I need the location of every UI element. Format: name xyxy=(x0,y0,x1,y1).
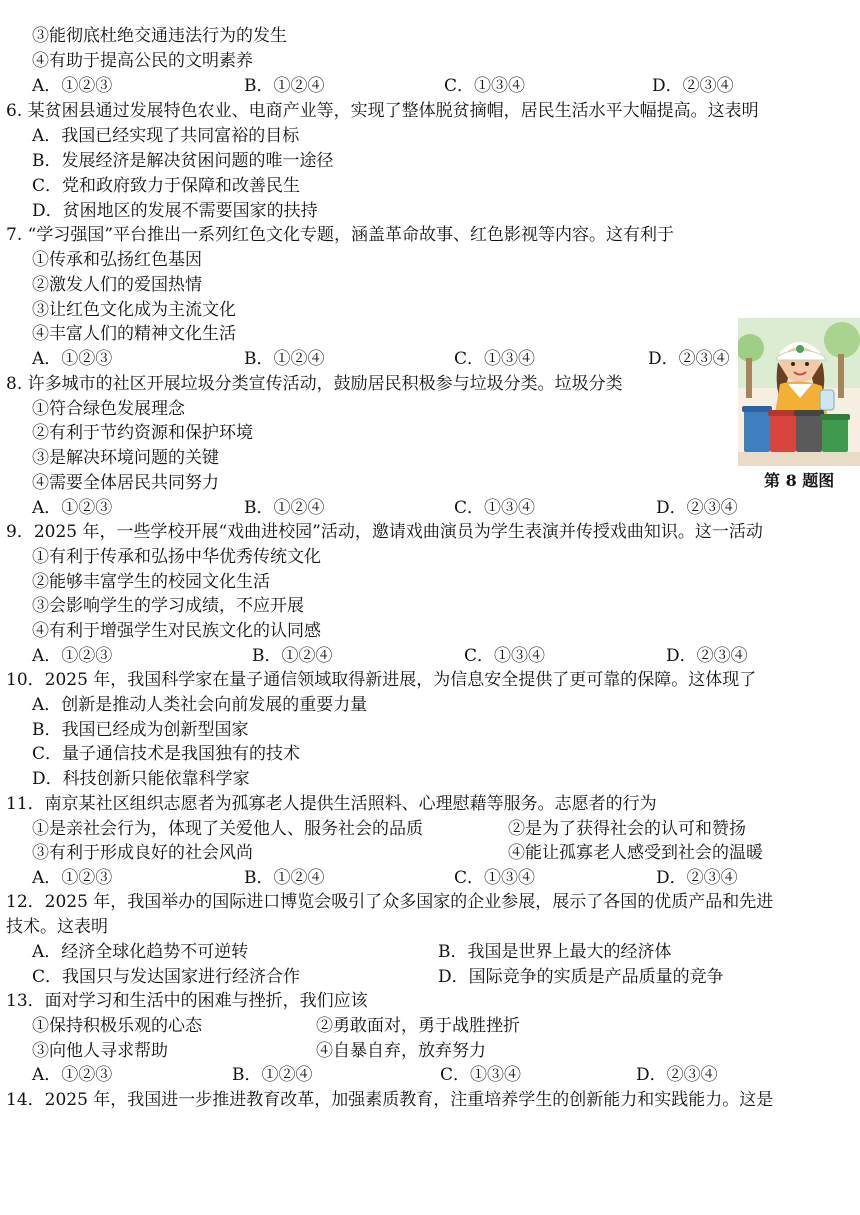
option-line: ①符合绿色发展理念 xyxy=(32,399,185,419)
option-line: A．创新是推动人类社会向前发展的重要力量 xyxy=(32,695,368,715)
question-stem-line: 7. “学习强国”平台推出一系列红色文化专题，涵盖革命故事、红色影视等内容。这有利于 xyxy=(6,225,675,245)
question-8-figure xyxy=(738,318,860,466)
choice-option: C．①③④ xyxy=(464,646,546,666)
choice-option: A．①②③ xyxy=(32,868,113,888)
option-line: ③是解决环境问题的关键 xyxy=(32,448,219,468)
choice-option: A．①②③ xyxy=(32,76,113,96)
choice-option: D．国际竞争的实质是产品质量的竞争 xyxy=(438,967,724,987)
choice-option: D．②③④ xyxy=(636,1065,718,1085)
choice-option: ④能让孤寡老人感受到社会的温暖 xyxy=(508,843,763,863)
choice-option: D．②③④ xyxy=(656,868,738,888)
choice-option: B．①②④ xyxy=(244,76,325,96)
option-line: ②激发人们的爱国热情 xyxy=(32,275,202,295)
choice-option: C．①③④ xyxy=(454,868,536,888)
option-line: ④丰富人们的精神文化生活 xyxy=(32,324,236,344)
choice-option: B．①②④ xyxy=(244,349,325,369)
question-stem-line: 9．2025 年，一些学校开展“戏曲进校园”活动，邀请戏曲演员为学生表演并传授戏曲知识。这一活动 xyxy=(6,522,763,542)
choice-option: ④自暴自弃，放弃努力 xyxy=(316,1041,486,1061)
option-line: ④有利于增强学生对民族文化的认同感 xyxy=(32,621,321,641)
question-stem-line: 6. 某贫困县通过发展特色农业、电商产业等，实现了整体脱贫摘帽，居民生活水平大幅提高。这表明 xyxy=(6,101,759,121)
option-line: ②能够丰富学生的校园文化生活 xyxy=(32,572,270,592)
question-stem-line: 14．2025 年，我国进一步推进教育改革，加强素质教育，注重培养学生的创新能力和实践能力。这是 xyxy=(6,1090,774,1110)
choice-option: A．①②③ xyxy=(32,646,113,666)
choice-option: B．①②④ xyxy=(232,1065,313,1085)
choice-option: ③有利于形成良好的社会风尚 xyxy=(32,843,253,863)
question-stem-line: 11．南京某社区组织志愿者为孤寡老人提供生活照料、心理慰藉等服务。志愿者的行为 xyxy=(6,794,657,814)
choice-option: C．我国只与发达国家进行经济合作 xyxy=(32,967,301,987)
choice-option: ①是亲社会行为，体现了关爱他人、服务社会的品质 xyxy=(32,819,423,839)
option-line: C．党和政府致力于保障和改善民生 xyxy=(32,176,301,196)
choice-option: A．①②③ xyxy=(32,349,113,369)
choice-option: C．①③④ xyxy=(454,349,536,369)
option-line: A．我国已经实现了共同富裕的目标 xyxy=(32,126,300,146)
question-stem-line: 12．2025 年，我国举办的国际进口博览会吸引了众多国家的企业参展，展示了各国的优质产品和先进 xyxy=(6,892,774,912)
choice-option: ②是为了获得社会的认可和赞扬 xyxy=(508,819,746,839)
choice-option: A．①②③ xyxy=(32,498,113,518)
option-line: D．科技创新只能依靠科学家 xyxy=(32,769,250,789)
choice-option: B．①②④ xyxy=(244,868,325,888)
choice-option: B．①②④ xyxy=(244,498,325,518)
choice-option: C．①③④ xyxy=(440,1065,522,1085)
option-line: ①有利于传承和弘扬中华优秀传统文化 xyxy=(32,547,321,567)
choice-option: D．②③④ xyxy=(648,349,730,369)
choice-option: D．②③④ xyxy=(656,498,738,518)
choice-option: D．②③④ xyxy=(652,76,734,96)
choice-option: ②勇敢面对，勇于战胜挫折 xyxy=(316,1016,520,1036)
choice-option: C．①③④ xyxy=(444,76,526,96)
option-line: ③让红色文化成为主流文化 xyxy=(32,300,236,320)
figure-caption: 第 8 题图 xyxy=(764,471,835,490)
option-line: ④需要全体居民共同努力 xyxy=(32,473,219,493)
question-stem-line: 8. 许多城市的社区开展垃圾分类宣传活动，鼓励居民积极参与垃圾分类。垃圾分类 xyxy=(6,374,623,394)
option-line: ④有助于提高公民的文明素养 xyxy=(32,51,253,71)
option-line: ③能彻底杜绝交通违法行为的发生 xyxy=(32,26,287,46)
option-line: ③会影响学生的学习成绩，不应开展 xyxy=(32,596,304,616)
choice-option: C．①③④ xyxy=(454,498,536,518)
option-line: C．量子通信技术是我国独有的技术 xyxy=(32,744,301,764)
question-stem-line: 技术。这表明 xyxy=(6,917,108,937)
choice-option: D．②③④ xyxy=(666,646,748,666)
choice-option: ③向他人寻求帮助 xyxy=(32,1041,168,1061)
garbage-sorting-illustration xyxy=(738,318,860,466)
choice-option: B．①②④ xyxy=(252,646,333,666)
option-line: B．发展经济是解决贫困问题的唯一途径 xyxy=(32,151,334,171)
option-line: ①传承和弘扬红色基因 xyxy=(32,250,202,270)
question-stem-line: 13．面对学习和生活中的困难与挫折，我们应该 xyxy=(6,991,368,1011)
option-line: D．贫困地区的发展不需要国家的扶持 xyxy=(32,201,318,221)
option-line: ②有利于节约资源和保护环境 xyxy=(32,423,253,443)
choice-option: ①保持积极乐观的心态 xyxy=(32,1016,202,1036)
choice-option: A．经济全球化趋势不可逆转 xyxy=(32,942,249,962)
question-stem-line: 10．2025 年，我国科学家在量子通信领域取得新进展，为信息安全提供了更可靠的保障。这体现了 xyxy=(6,670,757,690)
option-line: B．我国已经成为创新型国家 xyxy=(32,720,249,740)
choice-option: B．我国是世界上最大的经济体 xyxy=(438,942,672,962)
choice-option: A．①②③ xyxy=(32,1065,113,1085)
